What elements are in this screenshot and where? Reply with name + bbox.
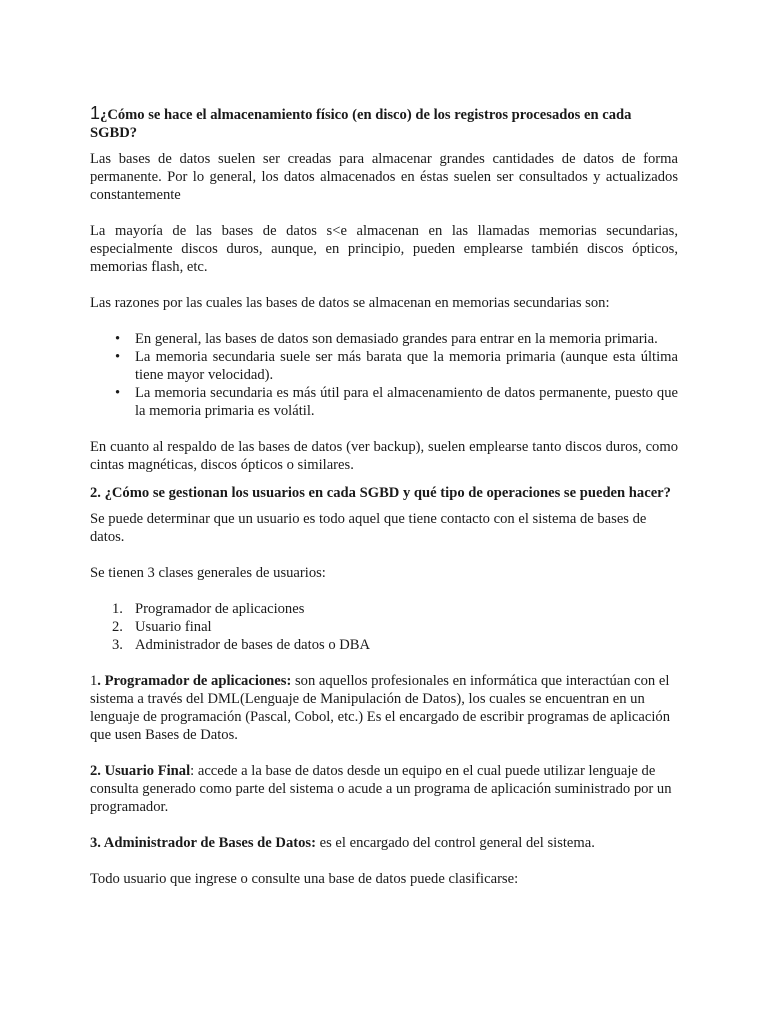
- reasons-list: [90, 330, 678, 420]
- definition-term: 3. Administrador de Bases de Datos:: [90, 835, 316, 851]
- list-item: [90, 636, 678, 654]
- list-item: [90, 348, 678, 384]
- paragraph-4: En cuanto al respaldo de las bases de datos (ver backup), suelen emplearse tanto discos duros, como cintas magnéticas, discos ópticos o similares.: [90, 439, 678, 473]
- list-item: [90, 618, 678, 636]
- definition-dba: [90, 834, 678, 852]
- document-page: [90, 104, 678, 888]
- list-item-text: En general, las bases de datos son demasiado grandes para entrar en la memoria primaria.: [135, 331, 658, 347]
- paragraph-3: Las razones por las cuales las bases de datos se almacenan en memorias secundarias son:: [90, 295, 610, 311]
- list-item-text: La memoria secundaria es más útil para el almacenamiento de datos permanente, puesto que la memoria primaria es volátil.: [135, 385, 678, 419]
- question-1-heading: [90, 104, 678, 142]
- definition-text: es el encargado del control general del sistema.: [315, 835, 595, 851]
- list-item: [90, 330, 678, 348]
- list-item-number: 1.: [112, 601, 123, 617]
- list-item-text: Programador de aplicaciones: [135, 601, 305, 617]
- list-item: [90, 384, 678, 420]
- definition-text: : accede a la base de datos desde un equipo en el cual puede utilizar lenguaje de consulta generado como parte del sistema o acude a un programa de aplicación suministrado por un programador.: [90, 763, 672, 815]
- list-item-text: Administrador de bases de datos o DBA: [135, 637, 371, 653]
- question-2-heading: 2. ¿Cómo se gestionan los usuarios en cada SGBD y qué tipo de operaciones se pueden hacer?: [90, 485, 671, 501]
- bullet-icon: •: [115, 385, 121, 401]
- definition-term: . Programador de aplicaciones:: [97, 673, 292, 689]
- list-item-number: 3.: [112, 637, 123, 653]
- bullet-icon: •: [115, 331, 121, 347]
- bullet-icon: •: [115, 349, 121, 365]
- definition-end-user: [90, 762, 678, 816]
- paragraph-6: Se tienen 3 clases generales de usuarios:: [90, 565, 326, 581]
- definition-term: 2. Usuario Final: [90, 763, 191, 779]
- user-classes-list: [90, 600, 678, 654]
- definition-programmer: [90, 672, 678, 744]
- paragraph-1: Las bases de datos suelen ser creadas para almacenar grandes cantidades de datos de forma permanente. Por lo general, los datos almacenados en éstas suelen ser consultados y actualizados constantemente: [90, 151, 678, 203]
- list-item-number: 2.: [112, 619, 123, 635]
- list-item-text: Usuario final: [135, 619, 212, 635]
- question-1-title: ¿Cómo se hace el almacenamiento físico (en disco) de los registros procesados en cada SGBD?: [90, 107, 632, 141]
- definition-text: son aquellos profesionales en informática que interactúan con el sistema a través del DML(Lenguaje de Manipulación de Datos), los cuales se encuentran en un lenguaje de programación (Pascal, Cobol, etc.) Es el encargado de escribir programas de aplicación que usen Bases de Datos.: [90, 673, 671, 743]
- paragraph-2: La mayoría de las bases de datos s<e almacenan en las llamadas memorias secundarias, especialmente discos duros, aunque, en principio, pueden emplearse también discos ópticos, memorias flash, etc.: [90, 223, 678, 275]
- list-item: [90, 600, 678, 618]
- paragraph-7: Todo usuario que ingrese o consulte una base de datos puede clasificarse:: [90, 871, 519, 887]
- paragraph-5: Se puede determinar que un usuario es todo aquel que tiene contacto con el sistema de bases de datos.: [90, 511, 647, 545]
- question-1-number: 1: [90, 103, 101, 123]
- list-item-text: La memoria secundaria suele ser más barata que la memoria primaria (aunque esta última tiene mayor velocidad).: [135, 349, 678, 383]
- definition-number: 1: [90, 673, 98, 689]
